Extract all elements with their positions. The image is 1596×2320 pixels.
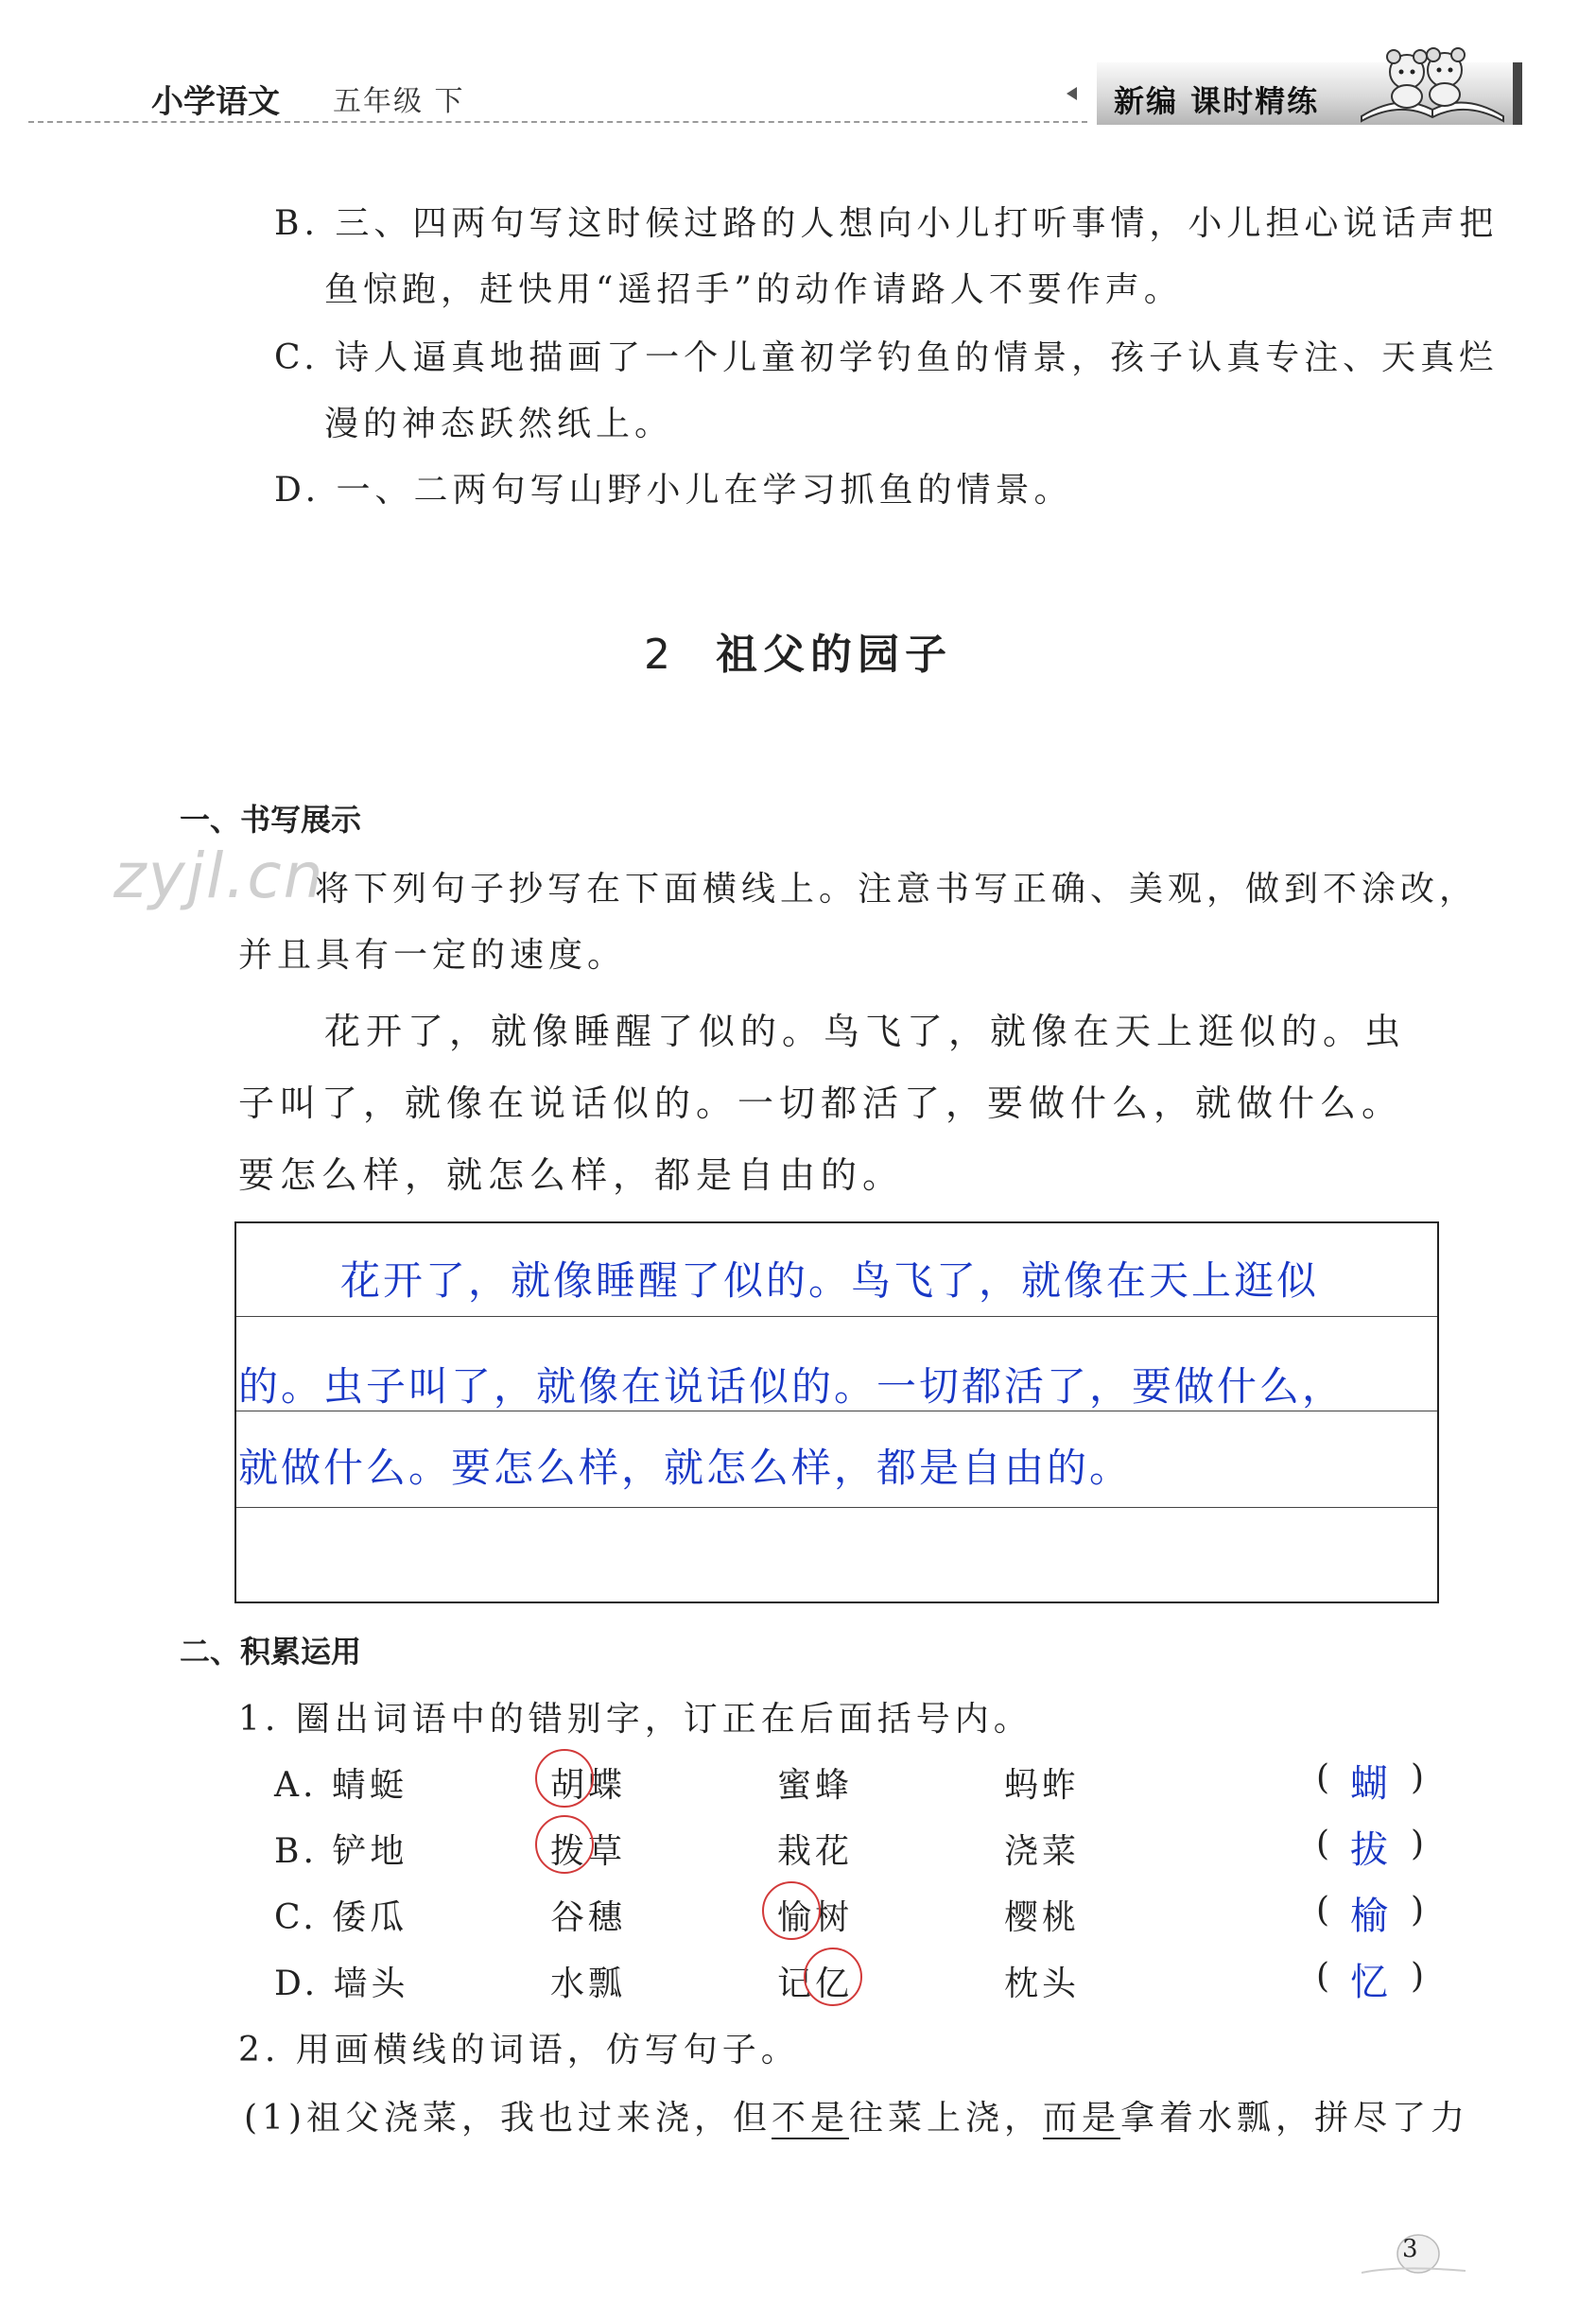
row-a-label: A. 蜻蜓 [274, 1766, 408, 1805]
underlined-word-bushi: 不是 [772, 2099, 850, 2138]
instruction-line1: 将下列句子抄写在下面横线上。注意书写正确、美观，做到不涂改， [315, 870, 1479, 909]
question-2-1 [244, 2091, 1469, 2139]
instruction-line2: 并且具有一定的速度。 [238, 936, 627, 975]
section-1-heading: 一、书写展示 [180, 802, 362, 838]
lesson-title [0, 620, 1596, 681]
row-d-word2: 水瓢 [550, 1965, 627, 2003]
handwriting-line3: 就做什么。要怎么样，就怎么样，都是自由的。 [238, 1445, 1133, 1491]
row-b-label: B. 铲地 [274, 1832, 408, 1871]
writing-box [234, 1221, 1439, 1603]
writing-rule [236, 1316, 1437, 1317]
question-1: 1. 圈出词语中的错别字，订正在后面括号内。 [238, 1700, 1032, 1739]
header-grade: 五年级 下 [333, 85, 465, 118]
row-b-close-paren: ) [1411, 1825, 1425, 1863]
option-c-line1: C. 诗人逼真地描画了一个儿童初学钓鱼的情景，孩子认真专注、天真烂 [274, 338, 1499, 377]
lesson-name: 祖父的园子 [716, 631, 952, 679]
q2-1-text-a: (1)祖父浇菜，我也过来浇，但 [244, 2099, 772, 2138]
q2-1-text-c: 往菜上浇， [849, 2099, 1044, 2138]
question-2: 2. 用画横线的词语，仿写句子。 [238, 2031, 800, 2069]
header-subject: 小学语文 [151, 83, 280, 121]
handwriting-line2: 的。虫子叫了，就像在说话似的。一切都活了，要做什么， [238, 1363, 1345, 1410]
error-circle [535, 1749, 594, 1808]
row-c-word2: 谷穗 [550, 1898, 627, 1937]
watermark: zyjl.cn [113, 840, 325, 912]
error-circle [804, 1948, 862, 2006]
row-d-close-paren: ) [1411, 1957, 1425, 1996]
row-b-word4: 浇菜 [1004, 1832, 1081, 1871]
row-a-word2: 胡蝶 [550, 1766, 627, 1805]
row-d-word4: 枕头 [1004, 1965, 1081, 2003]
open-book-bears-icon [1352, 26, 1513, 130]
header-series-title: 新编 课时精练 [1114, 83, 1320, 119]
passage-line1: 花开了，就像睡醒了似的。鸟飞了，就像在天上逛似的。虫 [324, 1011, 1407, 1052]
option-b-line2: 鱼惊跑，赶快用“遥招手”的动作请路人不要作声。 [324, 270, 1183, 309]
row-b-open-paren: ( [1316, 1825, 1330, 1863]
row-d-answer: 忆 [1350, 1961, 1388, 2004]
row-c-close-paren: ) [1411, 1891, 1425, 1930]
row-c-answer: 榆 [1350, 1895, 1388, 1938]
row-b-answer: 拔 [1350, 1828, 1388, 1872]
row-d-label: D. 墙头 [274, 1965, 409, 2003]
error-circle [762, 1881, 821, 1940]
page-number: 3 [1402, 2235, 1418, 2263]
passage-line2: 子叫了，就像在说话似的。一切都活了，要做什么，就做什么。 [238, 1082, 1404, 1124]
option-b-line1: B. 三、四两句写这时候过路的人想向小儿打听事情，小儿担心说话声把 [274, 204, 1499, 243]
error-circle [535, 1815, 594, 1874]
row-c-label: C. 倭瓜 [274, 1898, 408, 1937]
row-d-word3: 记亿 [777, 1965, 854, 2003]
handwriting-line1: 花开了，就像睡醒了似的。鸟飞了，就像在天上逛似 [340, 1257, 1320, 1304]
row-c-word4: 樱桃 [1004, 1898, 1081, 1937]
row-c-open-paren: ( [1316, 1891, 1330, 1930]
header-divider [28, 121, 1087, 123]
writing-rule [236, 1507, 1437, 1508]
passage-line3: 要怎么样，就怎么样，都是自由的。 [238, 1154, 905, 1196]
section-2-heading: 二、积累运用 [180, 1634, 362, 1670]
row-a-answer: 蝴 [1350, 1762, 1388, 1806]
left-arrow-icon [1067, 87, 1077, 100]
option-d: D. 一、二两句写山野小儿在学习抓鱼的情景。 [274, 471, 1073, 510]
row-b-word3: 栽花 [777, 1832, 854, 1871]
row-b-word2: 拨草 [550, 1832, 627, 1871]
row-a-open-paren: ( [1316, 1758, 1330, 1797]
row-d-open-paren: ( [1316, 1957, 1330, 1996]
row-a-word3: 蜜蜂 [777, 1766, 854, 1805]
lesson-number: 2 [644, 631, 676, 679]
q2-1-text-e: 拿着水瓢，拼尽了力 [1120, 2099, 1470, 2138]
row-a-close-paren: ) [1411, 1758, 1425, 1797]
row-a-word4: 蚂蚱 [1004, 1766, 1081, 1805]
option-c-line2: 漫的神态跃然纸上。 [324, 405, 674, 443]
row-c-word3: 愉树 [777, 1898, 854, 1937]
underlined-word-ershi: 而是 [1043, 2099, 1121, 2138]
